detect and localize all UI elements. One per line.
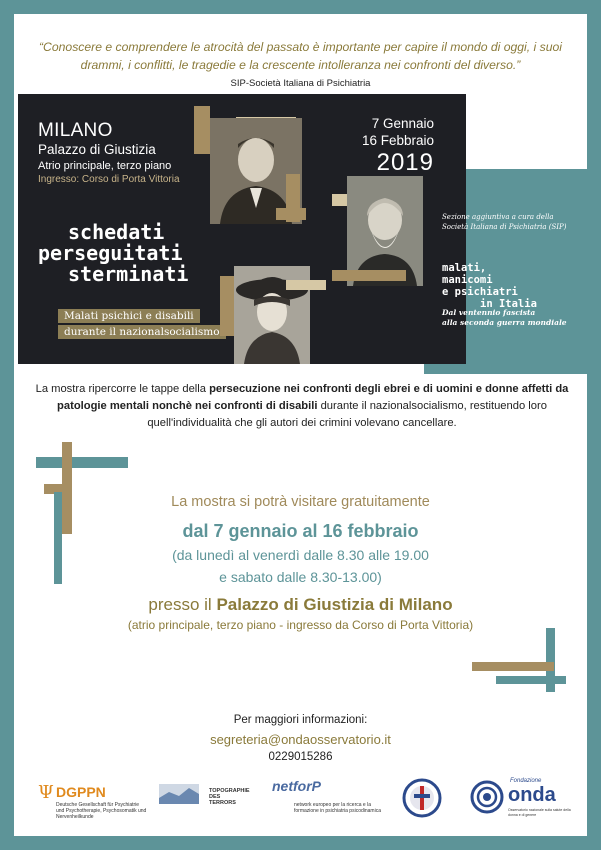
- decor-bar: [286, 174, 300, 222]
- side-title-line4: in Italia: [480, 298, 537, 310]
- side-title-line2: manicomi: [442, 274, 493, 286]
- venue: Palazzo di Giustizia: [38, 142, 156, 157]
- psi-icon: Ψ: [38, 782, 54, 803]
- decor-bar: [472, 662, 554, 671]
- title-line1: schedati: [68, 220, 165, 244]
- visit-hours-weekday: (da lunedì al venerdì dalle 8.30 alle 19.00: [172, 547, 429, 563]
- decor-bar: [286, 280, 326, 290]
- intro-text-end: durante il nazionalsocialismo, restituendo loro quell'individualità che gli autori dei crimini volevano cancellare.: [147, 400, 547, 429]
- visit-location-detail: (atrio principale, terzo piano - ingresso da Corso di Porta Vittoria): [127, 618, 474, 632]
- quote-text: “Conoscere e comprendere le atrocità del passato è importante per capire il mondo di oggi, i suoi drammi, i conflitti, le tragedie e la crescente intolleranza nei confronti del diverso.”: [39, 40, 562, 72]
- topographie-name: TOPOGRAPHIE DES TERRORS: [209, 788, 250, 806]
- dgppn-name: DGPPN: [56, 784, 106, 800]
- contact-label: Per maggiori informazioni:: [233, 714, 368, 726]
- city: MILANO: [38, 120, 113, 141]
- topographie-icon: [159, 784, 199, 804]
- decor-bar: [36, 457, 128, 468]
- decor-bar: [332, 270, 406, 281]
- side-title-line1: malati,: [442, 262, 487, 274]
- onda-name: onda: [508, 784, 556, 806]
- venue-floor: Atrio principale, terzo piano: [38, 160, 172, 172]
- date-start: 7 Gennaio: [371, 116, 434, 131]
- intro-text: La mostra ripercorre le tappe della: [35, 383, 210, 395]
- visit-line1: La mostra si potrà visitare gratuitamente: [171, 494, 430, 510]
- sip-emblem-icon: [402, 776, 442, 820]
- decor-bar: [496, 676, 566, 684]
- contact-email[interactable]: segreteria@ondaosservatorio.it: [210, 732, 391, 747]
- visit-hours-saturday: e sabato dalle 8.30-13.00): [219, 569, 382, 585]
- poster: [14, 14, 587, 836]
- side-panel-title: [442, 262, 582, 310]
- intro-paragraph: [32, 381, 572, 432]
- visit-location-prefix: presso il: [148, 595, 217, 614]
- quote-source: SIP-Società Italiana di Psichiatria: [230, 78, 371, 89]
- title-line3: sterminati: [68, 262, 189, 286]
- side-subtitle-line2: alla seconda guerra mondiale: [442, 318, 567, 327]
- onda-prefix: Fondazione: [510, 778, 542, 784]
- side-subtitle-line1: Dal ventennio fascista: [442, 308, 536, 317]
- intro-bold: persecuzione nei confronti degli ebrei e di uomini e donne affetti da patologie mentali nonchè nei confronti di disabili: [57, 383, 569, 412]
- subtitle-line1: Malati psichici e disabili: [58, 309, 200, 323]
- title-line2: perseguitati: [38, 241, 183, 265]
- decor-bar: [194, 106, 210, 154]
- venue-entrance: Ingresso: Corso di Porta Vittoria: [38, 174, 180, 185]
- logo-topographie: [159, 784, 250, 809]
- dgppn-text: Deutsche Gesellschaft für Psychiatrie und Psychotherapie, Psychosomatik und Nervenheilkunde: [56, 802, 147, 820]
- side-panel-intro: Sezione aggiuntiva a cura della Società Italiana di Psichiatria (SIP): [442, 213, 567, 231]
- netforp-text: network europeo per la ricerca e la formazione in psichiatria psicodinamica: [294, 802, 381, 814]
- visit-dates: dal 7 gennaio al 16 febbraio: [182, 521, 419, 541]
- onda-swirl-icon: [470, 780, 504, 814]
- netforp-name: netforP: [272, 778, 321, 794]
- visit-location-name: Palazzo di Giustizia di Milano: [216, 595, 453, 614]
- side-title-line3: e psichiatri: [442, 286, 518, 298]
- date-end: 16 Febbraio: [361, 133, 434, 148]
- year: 2019: [376, 149, 434, 176]
- onda-text: Osservatorio nazionale sulla salute della donna e di genere: [508, 808, 571, 817]
- subtitle-line2: durante il nazionalsocialismo: [58, 325, 226, 339]
- side-panel-subtitle: [442, 308, 587, 328]
- contact-phone: 0229015286: [268, 751, 333, 763]
- visit-location: [14, 595, 587, 615]
